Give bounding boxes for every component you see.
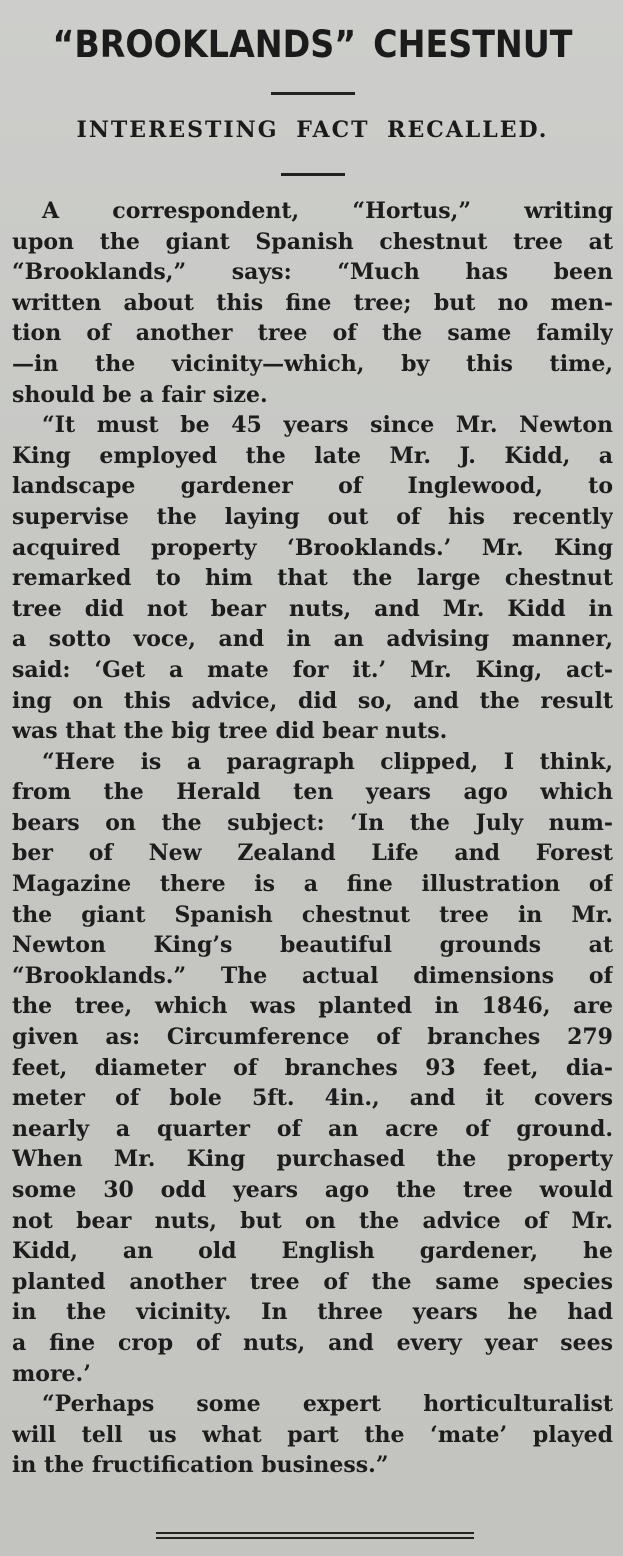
article-line: meter of bole 5ft. 4in., and it covers: [12, 1085, 613, 1112]
article-line: was that the big tree did bear nuts.: [12, 718, 448, 745]
article-line: acquired property ‘Brooklands.’ Mr. King: [12, 534, 613, 561]
article-line: a fine crop of nuts, and every year sees: [12, 1329, 613, 1356]
article-line: —in the vicinity—which, by this time,: [12, 350, 613, 377]
article-line: ber of New Zealand Life and Forest: [12, 840, 613, 867]
article-line: “Brooklands,” says: “Much has been: [12, 259, 613, 286]
article-line: tree did not bear nuts, and Mr. Kidd in: [12, 595, 613, 622]
article-line: should be a fair size.: [12, 381, 268, 408]
article-line: “It must be 45 years since Mr. Newton: [42, 412, 613, 439]
article-line: written about this fine tree; but no men-: [12, 289, 613, 316]
article-line: in the vicinity. In three years he had: [12, 1299, 613, 1326]
article-line: will tell us what part the ‘mate’ played: [12, 1421, 613, 1448]
article-line: tion of another tree of the same family: [12, 320, 613, 347]
article-line: “Brooklands.” The actual dimensions of: [12, 962, 613, 989]
article-line: When Mr. King purchased the property: [12, 1146, 613, 1173]
article-line: A correspondent, “Hortus,” writing: [42, 198, 613, 224]
subheadline: INTERESTING FACT RECALLED.: [76, 117, 549, 143]
article-line: “Perhaps some expert horticulturalist: [42, 1391, 613, 1418]
article-line: Kidd, an old English gardener, he: [12, 1238, 613, 1265]
subheadline-divider: [281, 173, 345, 176]
article-line: remarked to him that the large chestnut: [12, 565, 613, 592]
article-line: feet, diameter of branches 93 feet, dia-: [12, 1054, 613, 1081]
article-line: supervise the laying out of his recently: [12, 503, 613, 530]
headline-divider: [271, 92, 355, 95]
headline: “BROOKLANDS” CHESTNUT: [52, 23, 573, 66]
article-line: planted another tree of the same species: [12, 1268, 613, 1295]
article-line: the tree, which was planted in 1846, are: [12, 993, 613, 1020]
article-line: King employed the late Mr. J. Kidd, a: [12, 442, 613, 469]
article-body: [12, 196, 613, 1481]
article-line: Newton King’s beautiful grounds at: [12, 932, 613, 959]
article-line: not bear nuts, but on the advice of Mr.: [12, 1207, 613, 1234]
article-line: the giant Spanish chestnut tree in Mr.: [12, 901, 613, 928]
article-line: said: ‘Get a mate for it.’ Mr. King, act-: [12, 656, 613, 683]
article-line: some 30 odd years ago the tree would: [12, 1177, 613, 1203]
article-line: ing on this advice, did so, and the result: [12, 687, 613, 714]
article-line: from the Herald ten years ago which: [12, 779, 613, 806]
article-line: nearly a quarter of an acre of ground.: [12, 1115, 613, 1142]
article-line: “Here is a paragraph clipped, I think,: [42, 748, 613, 775]
article-line: bears on the subject: ‘In the July num-: [12, 809, 613, 836]
article-line: more.’: [12, 1360, 91, 1387]
article-line: given as: Circumference of branches 279: [12, 1024, 613, 1051]
article-line: Magazine there is a fine illustration of: [12, 871, 613, 898]
article-line: landscape gardener of Inglewood, to: [12, 473, 613, 500]
article-line: a sotto voce, and in an advising manner,: [12, 626, 613, 653]
article-line: in the fructification business.”: [12, 1452, 389, 1479]
end-of-article-rule: [156, 1532, 474, 1539]
article-line: upon the giant Spanish chestnut tree at: [12, 228, 613, 255]
